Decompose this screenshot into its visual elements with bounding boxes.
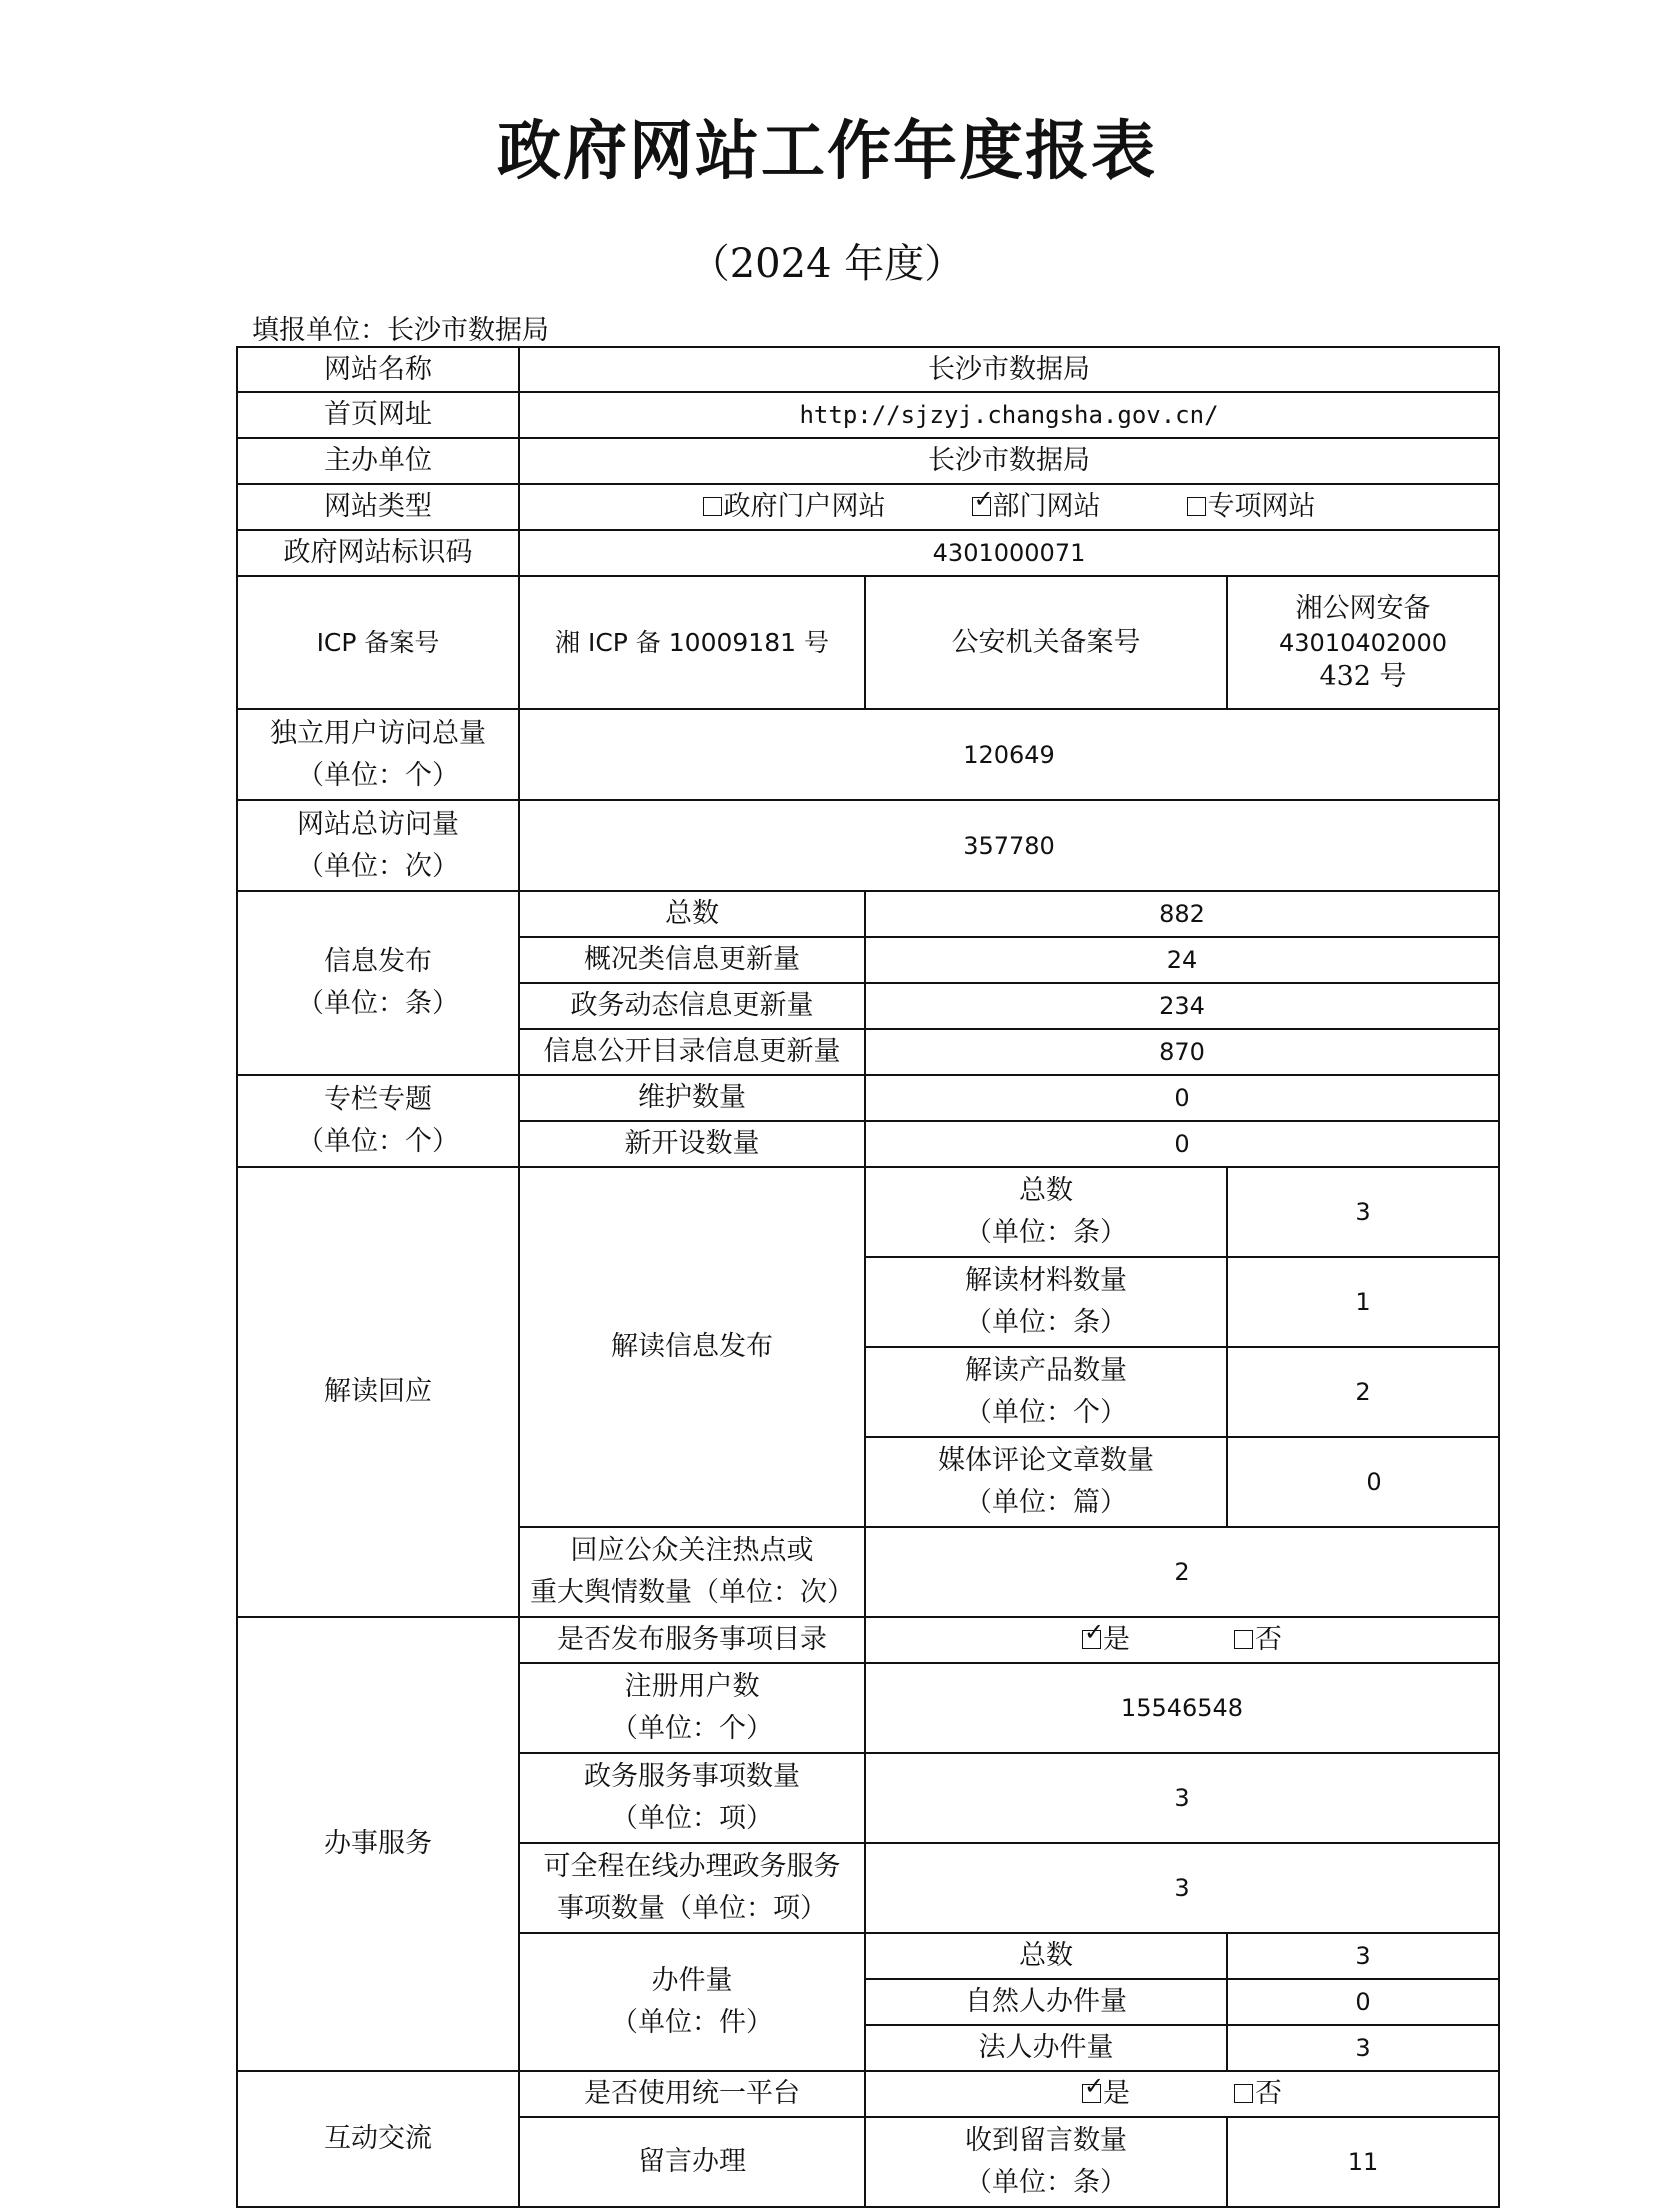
police-record-value (1227, 576, 1499, 709)
icp-value: 湘 ICP 备 10009181 号 (519, 576, 865, 709)
online-items-value: 3 (865, 1843, 1499, 1933)
page-views-unit: （单位：次） (297, 850, 459, 882)
received-messages-label (865, 2117, 1227, 2207)
row-service-catalog (237, 1617, 1499, 1663)
service-catalog-options (865, 1617, 1499, 1663)
interpretation-label: 解读回应 (237, 1167, 519, 1617)
row-homepage (237, 392, 1499, 438)
message-handling-label: 留言办理 (519, 2117, 865, 2207)
homepage-value: http://sjzyj.changsha.gov.cn/ (519, 392, 1499, 438)
columns-item-value: 0 (865, 1075, 1499, 1121)
row-columns-maintain (237, 1075, 1499, 1121)
platform-options (865, 2071, 1499, 2117)
handled-item-value: 0 (1227, 1979, 1499, 2025)
info-item-label: 信息公开目录信息更新量 (519, 1029, 865, 1075)
page-views-value: 357780 (519, 800, 1499, 891)
sponsor-value: 长沙市数据局 (519, 438, 1499, 484)
option-no-label: 否 (1255, 2078, 1282, 2109)
checkbox-icon (972, 497, 991, 516)
site-type-label: 网站类型 (237, 484, 519, 530)
received-messages-title: 收到留言数量 (965, 2125, 1127, 2156)
checkbox-icon (1187, 497, 1206, 516)
columns-label (237, 1075, 519, 1167)
site-type-option-label: 部门网站 (992, 491, 1101, 522)
unique-visitors-label (237, 709, 519, 800)
row-page-views (237, 800, 1499, 891)
columns-unit: （单位：个） (297, 1126, 459, 1157)
response-label-line-1: 回应公众关注热点或 (570, 1535, 814, 1566)
interp-item-label (865, 1347, 1227, 1437)
unique-visitors-value: 120649 (519, 709, 1499, 800)
checkbox-icon (1234, 2084, 1253, 2103)
service-items-unit: （单位：项） (611, 1803, 773, 1834)
columns-item-value: 0 (865, 1121, 1499, 1167)
checkbox-icon (1234, 1630, 1253, 1649)
registered-title: 注册用户数 (624, 1671, 760, 1702)
row-icp (237, 576, 1499, 709)
info-item-value: 24 (865, 937, 1499, 983)
site-type-option-special (1187, 486, 1316, 528)
online-items-line-2: 事项数量（单位：项） (557, 1893, 827, 1924)
report-table (236, 346, 1500, 2208)
handled-title: 办件量 (651, 1965, 733, 1996)
interp-item-value: 3 (1227, 1167, 1499, 1257)
checkbox-icon (703, 497, 722, 516)
interpretation-sub-label: 解读信息发布 (519, 1167, 865, 1527)
option-no (1234, 2073, 1282, 2115)
site-type-option-label: 政府门户网站 (723, 491, 886, 522)
row-site-type (237, 484, 1499, 530)
interp-item-label (865, 1437, 1227, 1527)
columns-item-label: 新开设数量 (519, 1121, 865, 1167)
response-value: 2 (865, 1527, 1499, 1617)
filing-unit: 填报单位：长沙市数据局 (252, 315, 549, 346)
checkbox-icon (1082, 1630, 1101, 1649)
option-yes (1082, 1619, 1130, 1661)
icp-label: ICP 备案号 (237, 576, 519, 709)
registered-label (519, 1663, 865, 1753)
service-items-value: 3 (865, 1753, 1499, 1843)
handled-item-label: 法人办件量 (865, 2025, 1227, 2071)
police-record-line-1: 湘公网安备 (1295, 592, 1431, 624)
handled-item-label: 自然人办件量 (865, 1979, 1227, 2025)
site-code-label: 政府网站标识码 (237, 530, 519, 576)
interp-item-unit: （单位：条） (965, 1217, 1127, 1248)
option-yes (1082, 2073, 1130, 2115)
response-label (519, 1527, 865, 1617)
unique-visitors-unit: （单位：个） (297, 759, 459, 791)
site-type-option-label: 专项网站 (1207, 491, 1316, 522)
columns-title: 专栏专题 (324, 1084, 432, 1115)
service-catalog-label: 是否发布服务事项目录 (519, 1617, 865, 1663)
response-label-line-2: 重大舆情数量（单位：次） (530, 1577, 854, 1608)
option-no-label: 否 (1255, 1624, 1282, 1655)
option-yes-label: 是 (1103, 1624, 1130, 1655)
handled-item-value: 3 (1227, 2025, 1499, 2071)
handled-item-value: 3 (1227, 1933, 1499, 1979)
handled-item-label: 总数 (865, 1933, 1227, 1979)
row-site-name (237, 347, 1499, 392)
handled-label (519, 1933, 865, 2071)
online-items-line-1: 可全程在线办理政务服务 (543, 1851, 841, 1882)
interp-item-title: 总数 (1019, 1175, 1073, 1206)
checkbox-icon (1082, 2084, 1101, 2103)
interp-item-value: 1 (1227, 1257, 1499, 1347)
handled-unit: （单位：件） (611, 2007, 773, 2038)
interp-item-unit: （单位：个） (965, 1397, 1127, 1428)
sponsor-label: 主办单位 (237, 438, 519, 484)
registered-value: 15546548 (865, 1663, 1499, 1753)
unique-visitors-title: 独立用户访问总量 (270, 717, 486, 749)
info-publish-unit: （单位：条） (297, 988, 459, 1019)
info-publish-label (237, 891, 519, 1075)
info-item-label: 概况类信息更新量 (519, 937, 865, 983)
row-interaction-platform (237, 2071, 1499, 2117)
report-title: 政府网站工作年度报表 (497, 114, 1157, 189)
police-record-label: 公安机关备案号 (865, 576, 1227, 709)
interp-item-label (865, 1167, 1227, 1257)
homepage-label: 首页网址 (237, 392, 519, 438)
info-item-value: 882 (865, 891, 1499, 937)
row-site-code (237, 530, 1499, 576)
received-messages-unit: （单位：条） (965, 2167, 1127, 2198)
site-type-options (519, 484, 1499, 530)
columns-item-label: 维护数量 (519, 1075, 865, 1121)
services-label: 办事服务 (237, 1617, 519, 2071)
info-publish-title: 信息发布 (324, 946, 432, 977)
option-yes-label: 是 (1103, 2078, 1130, 2109)
interp-item-value: 0 (1227, 1437, 1499, 1527)
received-messages-value: 11 (1227, 2117, 1499, 2207)
police-record-line-2: 43010402000 (1279, 628, 1447, 657)
row-interp-total (237, 1167, 1499, 1257)
info-item-label: 总数 (519, 891, 865, 937)
site-name-value: 长沙市数据局 (519, 347, 1499, 392)
interp-item-title: 媒体评论文章数量 (938, 1445, 1154, 1476)
page-views-title: 网站总访问量 (297, 808, 459, 840)
row-sponsor (237, 438, 1499, 484)
online-items-label (519, 1843, 865, 1933)
interp-item-label (865, 1257, 1227, 1347)
interp-item-unit: （单位：条） (965, 1307, 1127, 1338)
row-unique-visitors (237, 709, 1499, 800)
police-record-line-3: 432 号 (1319, 660, 1407, 692)
site-type-option-portal (703, 486, 886, 528)
interp-item-value: 2 (1227, 1347, 1499, 1437)
info-item-label: 政务动态信息更新量 (519, 983, 865, 1029)
info-item-value: 870 (865, 1029, 1499, 1075)
registered-unit: （单位：个） (611, 1713, 773, 1744)
site-name-label: 网站名称 (237, 347, 519, 392)
interaction-label: 互动交流 (237, 2071, 519, 2207)
option-no (1234, 1619, 1282, 1661)
site-code-value: 4301000071 (519, 530, 1499, 576)
platform-label: 是否使用统一平台 (519, 2071, 865, 2117)
info-item-value: 234 (865, 983, 1499, 1029)
row-info-total (237, 891, 1499, 937)
service-items-title: 政务服务事项数量 (584, 1761, 800, 1792)
interp-item-title: 解读产品数量 (965, 1355, 1127, 1386)
page-views-label (237, 800, 519, 891)
service-items-label (519, 1753, 865, 1843)
site-type-option-department (972, 486, 1101, 528)
interp-item-title: 解读材料数量 (965, 1265, 1127, 1296)
report-year: （2024 年度） (689, 241, 965, 287)
interp-item-unit: （单位：篇） (965, 1487, 1127, 1518)
